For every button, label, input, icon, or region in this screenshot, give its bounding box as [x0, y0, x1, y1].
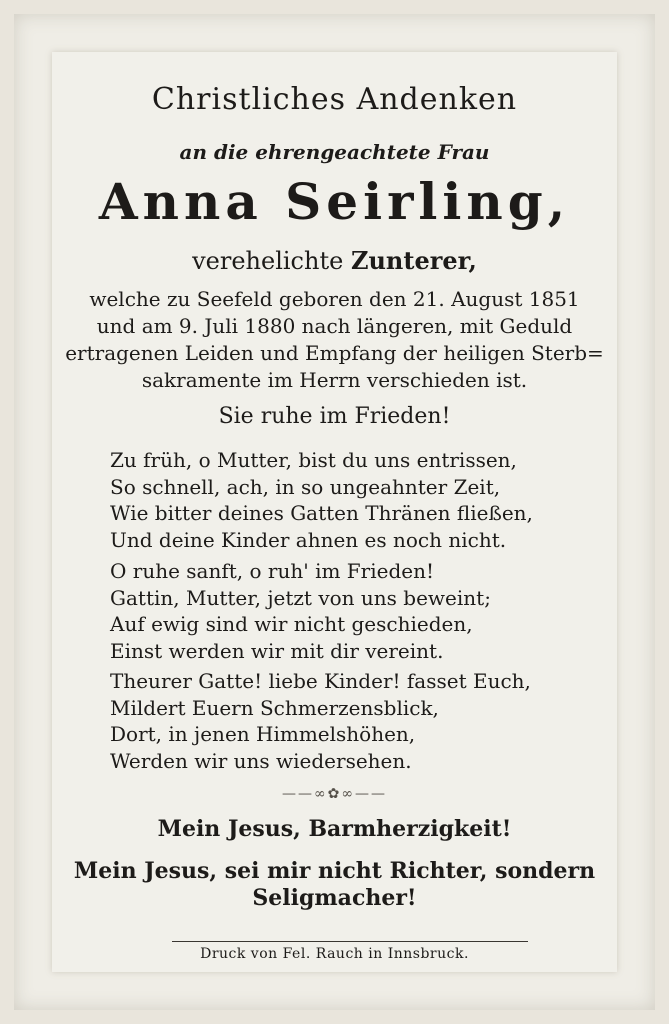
poem-line: Werden wir uns wiedersehen. [110, 748, 412, 773]
poem-stanza-3 [110, 668, 531, 774]
married-prefix: verehelichte [192, 247, 344, 275]
poem-line: Wie bitter deines Gatten Thränen fließen, [110, 501, 533, 525]
prayer-savior [0, 858, 669, 912]
poem-line: Mildert Euern Schmerzensblick, [110, 695, 439, 720]
poem-line: Auf ewig sind wir nicht geschieden, [110, 612, 473, 636]
poem-line: O ruhe sanft, o ruh' im Frieden! [110, 559, 435, 583]
prayer-line: Seligmacher! [252, 885, 417, 911]
poem-line: Dort, in jenen Himmelshöhen, [110, 722, 416, 746]
bio-line: ertragenen Leiden und Empfang der heiligen Sterb= [65, 341, 604, 365]
rest-in-peace-line: Sie ruhe im Frieden! [218, 404, 451, 429]
ornament-divider-icon: ——∞✿∞—— [281, 786, 388, 802]
poem-line: Theurer Gatte! liebe Kinder! fasset Euch, [110, 669, 531, 693]
poem-stanza-2 [110, 558, 491, 664]
biography-paragraph [0, 286, 669, 394]
poem-line: Zu früh, o Mutter, bist du uns entrissen, [110, 448, 517, 472]
bio-line: und am 9. Juli 1880 nach längeren, mit Geduld [96, 314, 573, 338]
prayer-line: Mein Jesus, sei mir nicht Richter, sondern [73, 858, 596, 884]
poem-line: So schnell, ach, in so ungeahnter Zeit, [110, 474, 501, 499]
prayer-mercy: Mein Jesus, Barmherzigkeit! [157, 816, 512, 842]
poem-line: Gattin, Mutter, jetzt von uns beweint; [110, 585, 491, 610]
poem-line: Und deine Kinder ahnen es noch nicht. [110, 527, 507, 552]
married-name-line [0, 246, 669, 275]
poem-line: Einst werden wir mit dir vereint. [110, 638, 444, 663]
bio-line: welche zu Seefeld geboren den 21. August 1851 [89, 287, 580, 311]
footer-divider [172, 941, 528, 942]
card-subtitle: an die ehrengeachtete Frau [179, 140, 490, 164]
deceased-name: Anna Seirling, [98, 172, 571, 231]
card-title: Christliches Andenken [151, 82, 518, 117]
printer-credit: Druck von Fel. Rauch in Innsbruck. [200, 946, 469, 962]
bio-line: sakramente im Herrn verschieden ist. [141, 368, 528, 392]
married-surname: Zunterer, [350, 246, 477, 275]
poem-stanza-1 [110, 447, 533, 553]
